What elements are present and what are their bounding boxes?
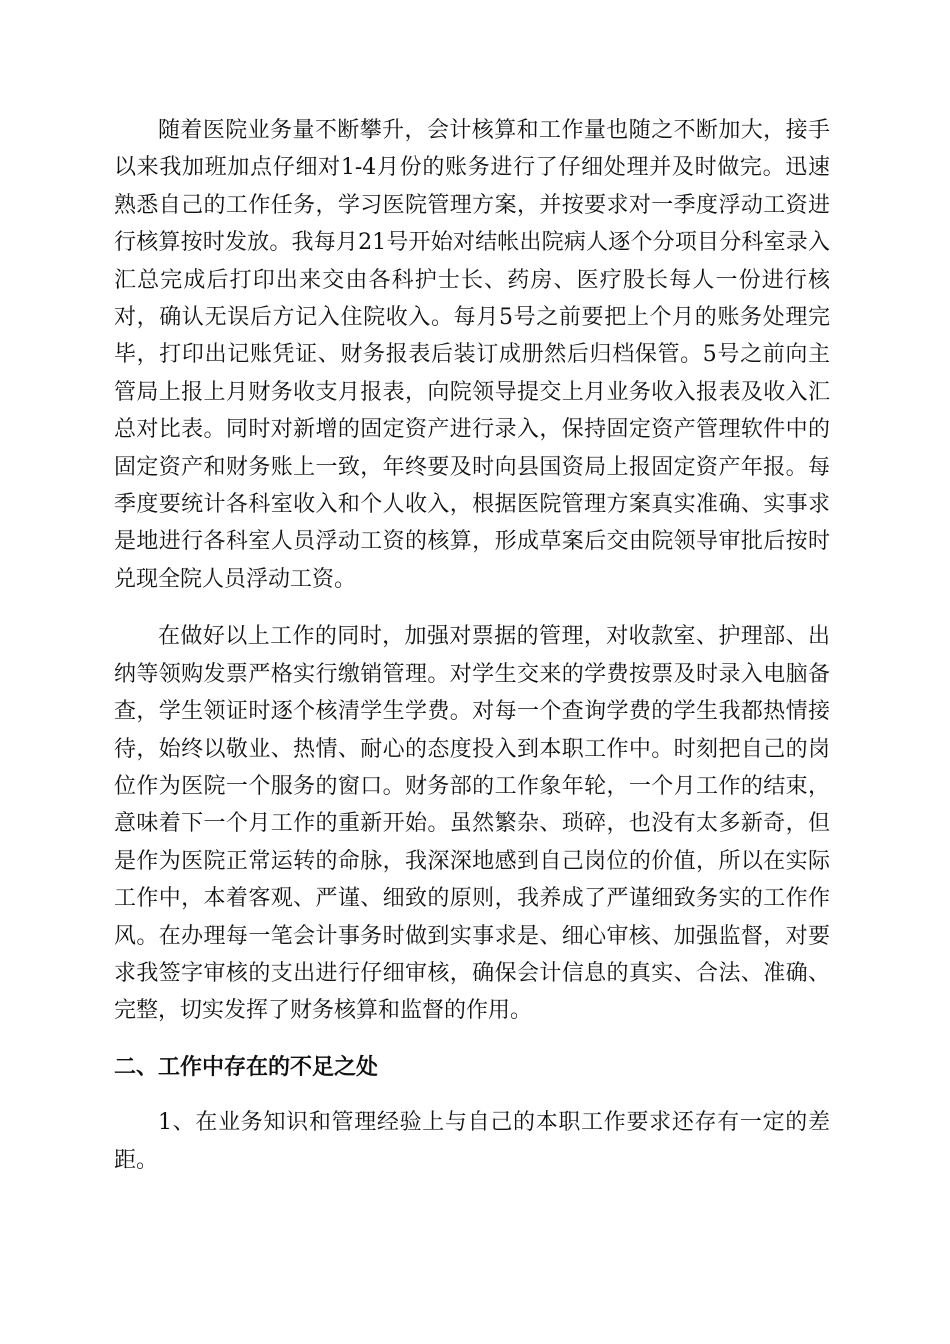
- list-item-shortcoming-1: 1、在业务知识和管理经验上与自己的本职工作要求还存有一定的差距。: [114, 1110, 830, 1173]
- paragraph-accounting-work: 随着医院业务量不断攀升，会计核算和工作量也随之不断加大，接手以来我加班加点仔细对1-4月份的账务进行了仔细处理并及时做完。迅速熟悉自己的工作任务，学习医院管理方案，并按要求对一季度浮动工资进行核算按时发放。我每月21号开始对结帐出院病人逐个分项目分科室录入汇总完成后打印出来交由各科护士长、药房、医疗股长每人一份进行核对，确认无误后方记入住院收入。每月5号之前要把上个月的账务处理完毕，打印出记账凭证、财务报表后装订成册然后归档保管。5号之前向主管局上报上月财务收支月报表，向院领导提交上月业务收入报表及收入汇总对比表。同时对新增的固定资产进行录入，保持固定资产管理软件中的固定资产和财务账上一致，年终要及时向县国资局上报固定资产年报。每季度要统计各科室收入和个人收入，根据医院管理方案真实准确、实事求是地进行各科室人员浮动工资的核算，形成草案后交由院领导审批后按时兑现全院人员浮动工资。: [114, 118, 830, 592]
- document-body: [114, 112, 830, 1179]
- paragraph-invoice-management: 在做好以上工作的同时，加强对票据的管理，对收款室、护理部、出纳等领购发票严格实行缴销管理。对学生交来的学费按票及时录入电脑备查，学生领证时逐个核清学生学费。对每一个查询学费的学生我都热情接待，始终以敬业、热情、耐心的态度投入到本职工作中。时刻把自己的岗位作为医院一个服务的窗口。财务部的工作象年轮，一个月工作的结束，意味着下一个月工作的重新开始。虽然繁杂、琐碎，也没有太多新奇，但是作为医院正常运转的命脉，我深深地感到自己岗位的价值，所以在实际工作中，本着客观、严谨、细致的原则，我养成了严谨细致务实的工作作风。在办理每一笔会计事务时做到实事求是、细心审核、加强监督，对要求我签字审核的支出进行仔细审核，确保会计信息的真实、合法、准确、完整，切实发挥了财务核算和监督的作用。: [114, 624, 830, 1024]
- section-heading-shortcomings: 二、工作中存在的不足之处: [114, 1054, 379, 1080]
